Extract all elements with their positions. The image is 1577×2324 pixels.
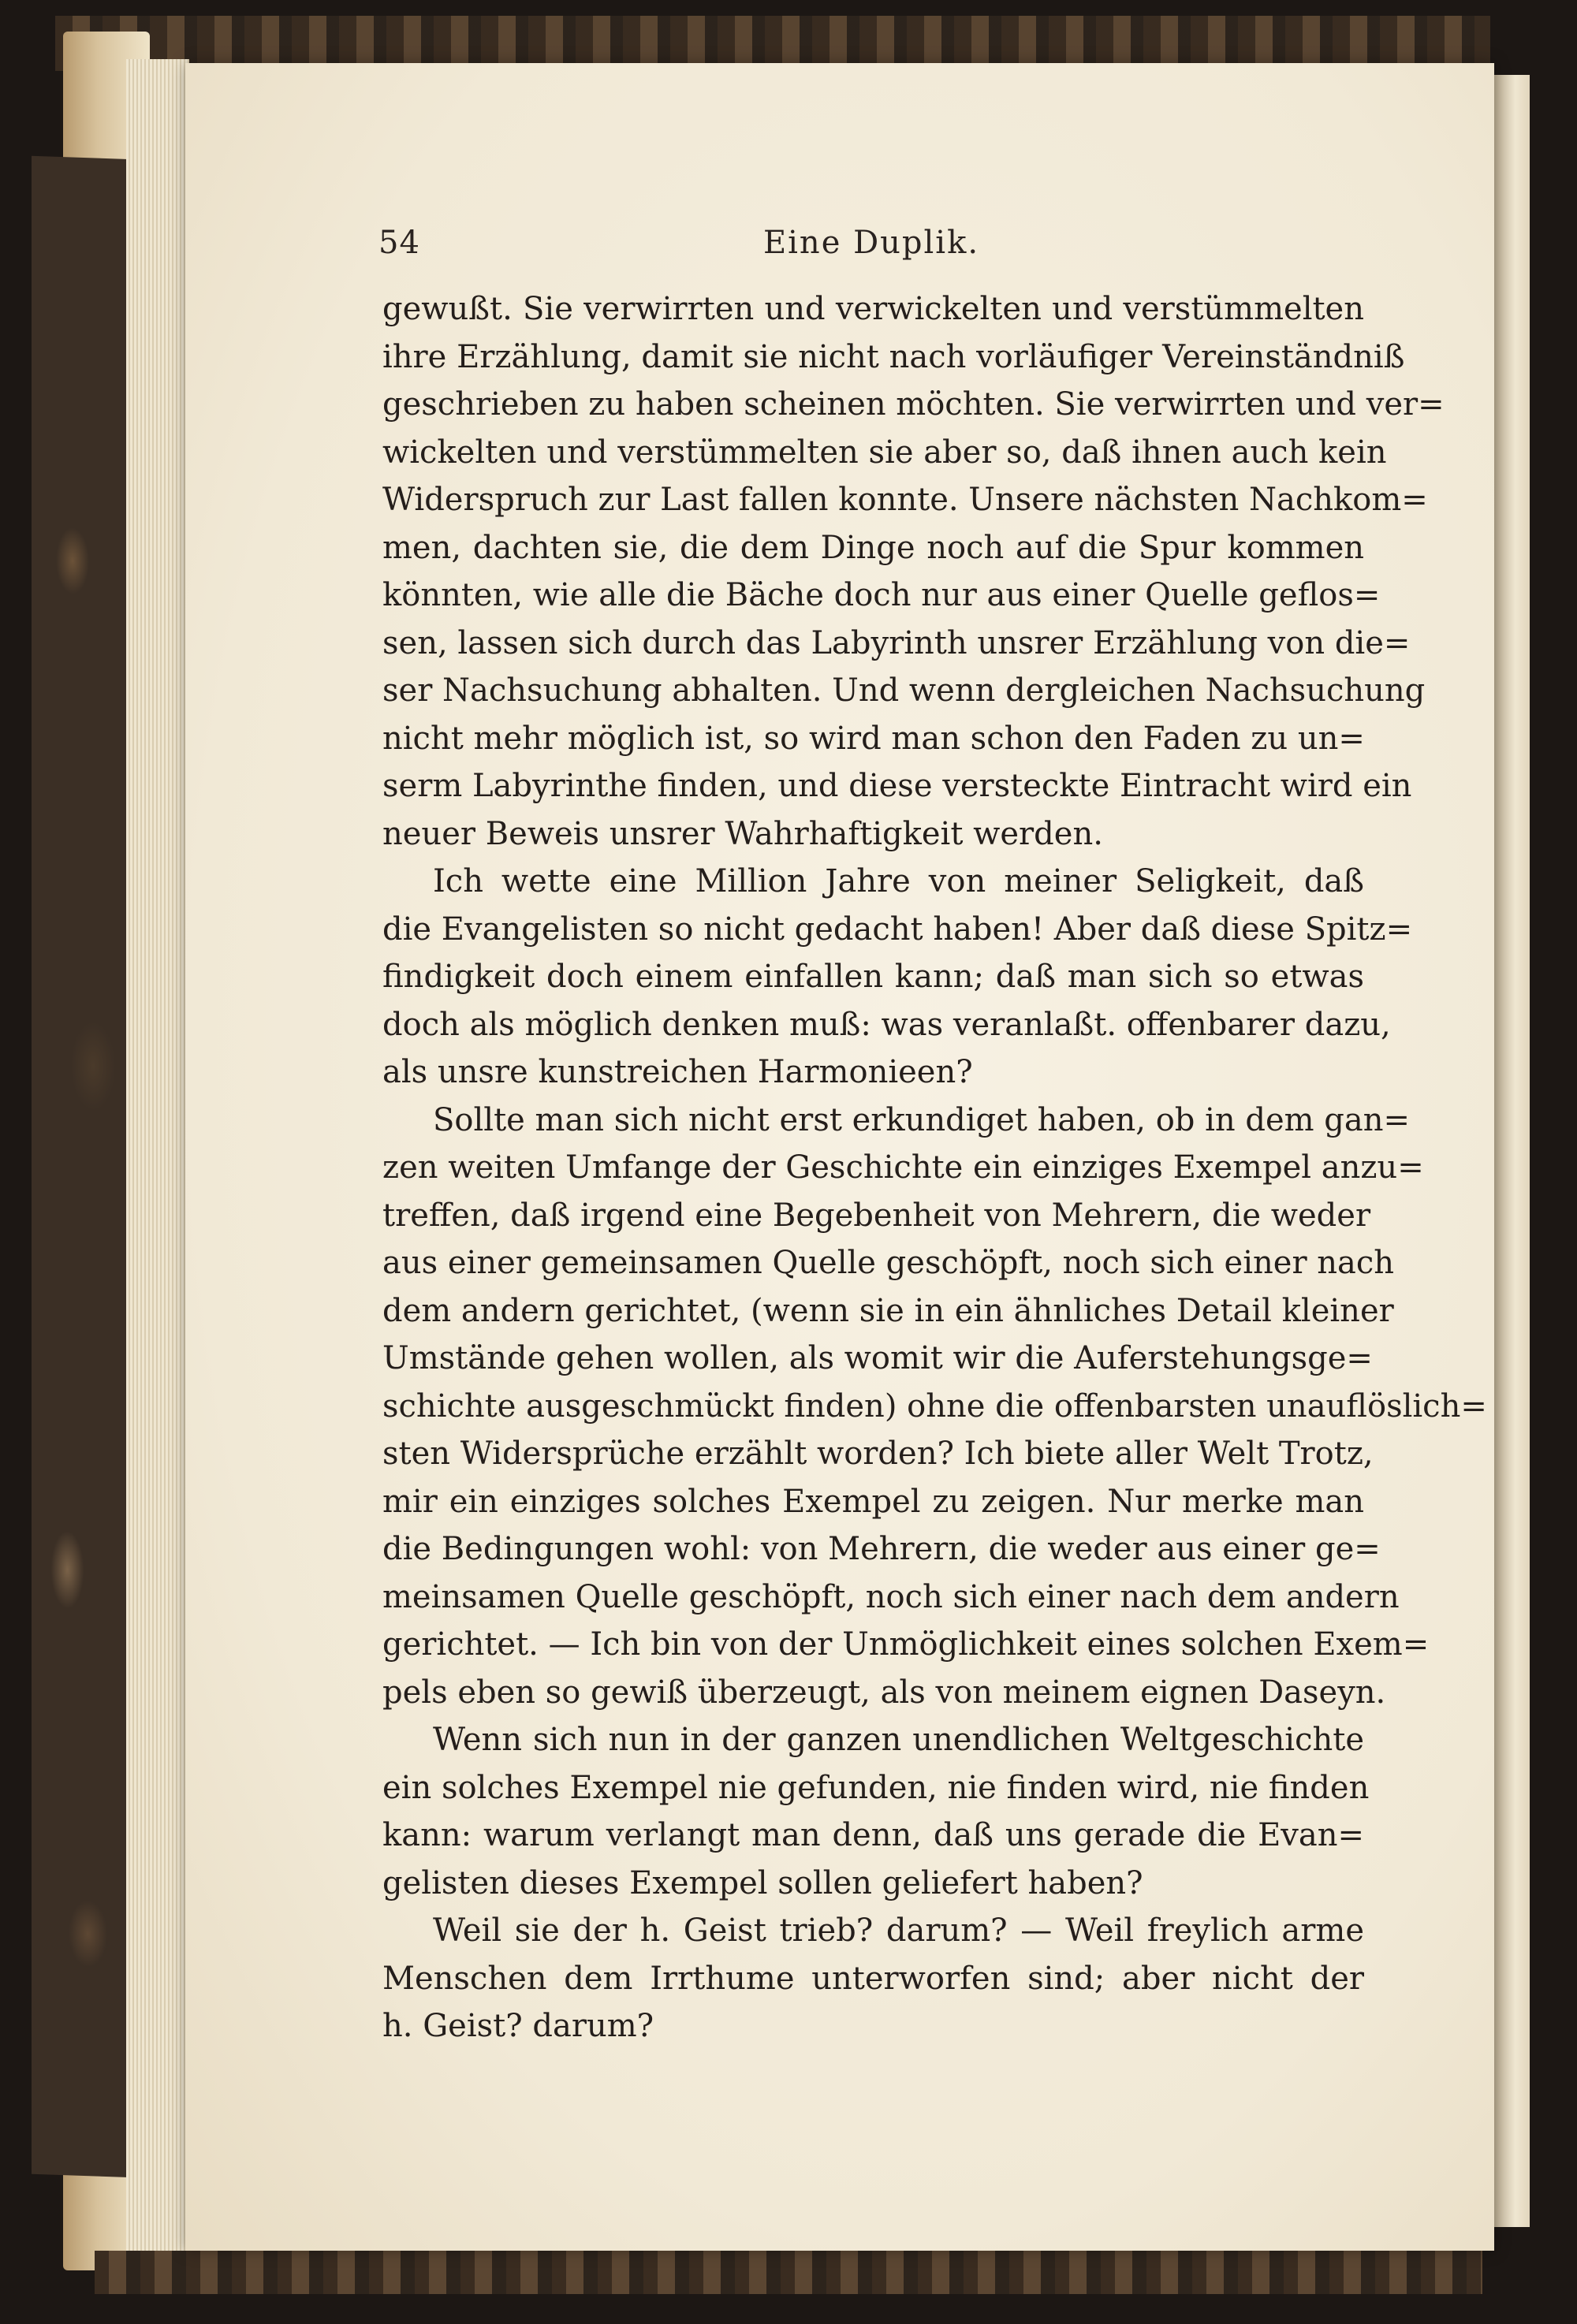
text-line: kann: warum verlangt man denn, daß uns gerade die Evan= [382,1817,1364,1853]
text-line: findigkeit doch einem einfallen kann; daß man sich so etwas [382,959,1364,995]
text-line: Umstände gehen wollen, als womit wir die Auferstehungsge= [382,1340,1373,1376]
text-line: könnten, wie alle die Bäche doch nur aus einer Quelle geflos= [382,577,1381,613]
text-line: dem andern gerichtet, (wenn sie in ein ähnliches Detail kleiner [382,1292,1394,1329]
text-line: aus einer gemeinsamen Quelle geschöpft, noch sich einer nach [382,1245,1395,1281]
text-line: Menschen dem Irrthume unterworfen sind; aber nicht der [382,1960,1364,1997]
body-text [382,285,1487,2050]
text-line: sen, lassen sich durch das Labyrinth unsrer Erzählung von die= [382,624,1411,661]
text-line: sten Widersprüche erzählt worden? Ich biete aller Welt Trotz, [382,1436,1374,1472]
text-line: gelisten dieses Exempel sollen geliefert haben? [382,1864,1143,1901]
page-edge-stack [126,59,189,2259]
marbled-cover-left [32,156,134,2178]
text-line: Wenn sich nun in der ganzen unendlichen Weltgeschichte [433,1722,1364,1758]
text-line: serm Labyrinthe finden, und diese versteckte Eintracht wird ein [382,768,1412,804]
text-line: gewußt. Sie verwirrten und verwickelten und verstümmelten [382,291,1364,327]
text-line: neuer Beweis unsrer Wahrhaftigkeit werden. [382,815,1103,852]
text-line: als unsre kunstreichen Harmonieen? [382,1054,973,1090]
facing-page-edge [1494,75,1530,2227]
text-line: zen weiten Umfange der Geschichte ein einziges Exempel anzu= [382,1149,1424,1186]
text-line: nicht mehr möglich ist, so wird man schon den Faden zu un= [382,720,1365,757]
text-line: h. Geist? darum? [382,2008,654,2044]
text-line: ser Nachsuchung abhalten. Und wenn dergleichen Nachsuchung [382,672,1426,709]
text-line: meinsamen Quelle geschöpft, noch sich einer nach dem andern [382,1578,1400,1615]
text-line: Sollte man sich nicht erst erkundiget haben, ob in dem gan= [433,1101,1411,1138]
text-line: schichte ausgeschmückt finden) ohne die offenbarsten unauflöslich= [382,1387,1487,1425]
text-line: gerichtet. — Ich bin von der Unmöglichkeit eines solchen Exem= [382,1626,1430,1663]
text-line: Widerspruch zur Last fallen konnte. Unsere nächsten Nachkom= [382,482,1428,518]
text-line: pels eben so gewiß überzeugt, als von meinem eignen Daseyn. [382,1674,1386,1711]
text-line: wickelten und verstümmelten sie aber so, daß ihnen auch kein [382,434,1387,471]
text-line: men, dachten sie, die dem Dinge noch auf die Spur kommen [382,529,1364,566]
text-line: Weil sie der h. Geist trieb? darum? — Weil freylich arme [433,1912,1364,1949]
text-line: mir ein einziges solches Exempel zu zeigen. Nur merke man [382,1483,1364,1520]
page-header [378,225,1364,272]
text-line: doch als möglich denken muß: was veranlaßt. offenbarer dazu, [382,1006,1391,1043]
text-line: geschrieben zu haben scheinen möchten. Sie verwirrten und ver= [382,386,1445,423]
page-number: 54 [378,225,420,261]
text-line: ein solches Exempel nie gefunden, nie finden wird, nie finden [382,1769,1370,1806]
marbled-cover-bottom [95,2251,1482,2294]
text-line: treffen, daß irgend eine Begebenheit von Mehrern, die weder [382,1197,1371,1234]
running-title: Eine Duplik. [762,225,980,261]
text-line: die Evangelisten so nicht gedacht haben! Aber daß diese Spitz= [382,911,1413,948]
text-line: ihre Erzählung, damit sie nicht nach vorläufiger Vereinständniß [382,338,1405,375]
text-line: die Bedingungen wohl: von Mehrern, die weder aus einer ge= [382,1531,1381,1567]
text-line: Ich wette eine Million Jahre von meiner Seligkeit, daß [433,863,1364,899]
